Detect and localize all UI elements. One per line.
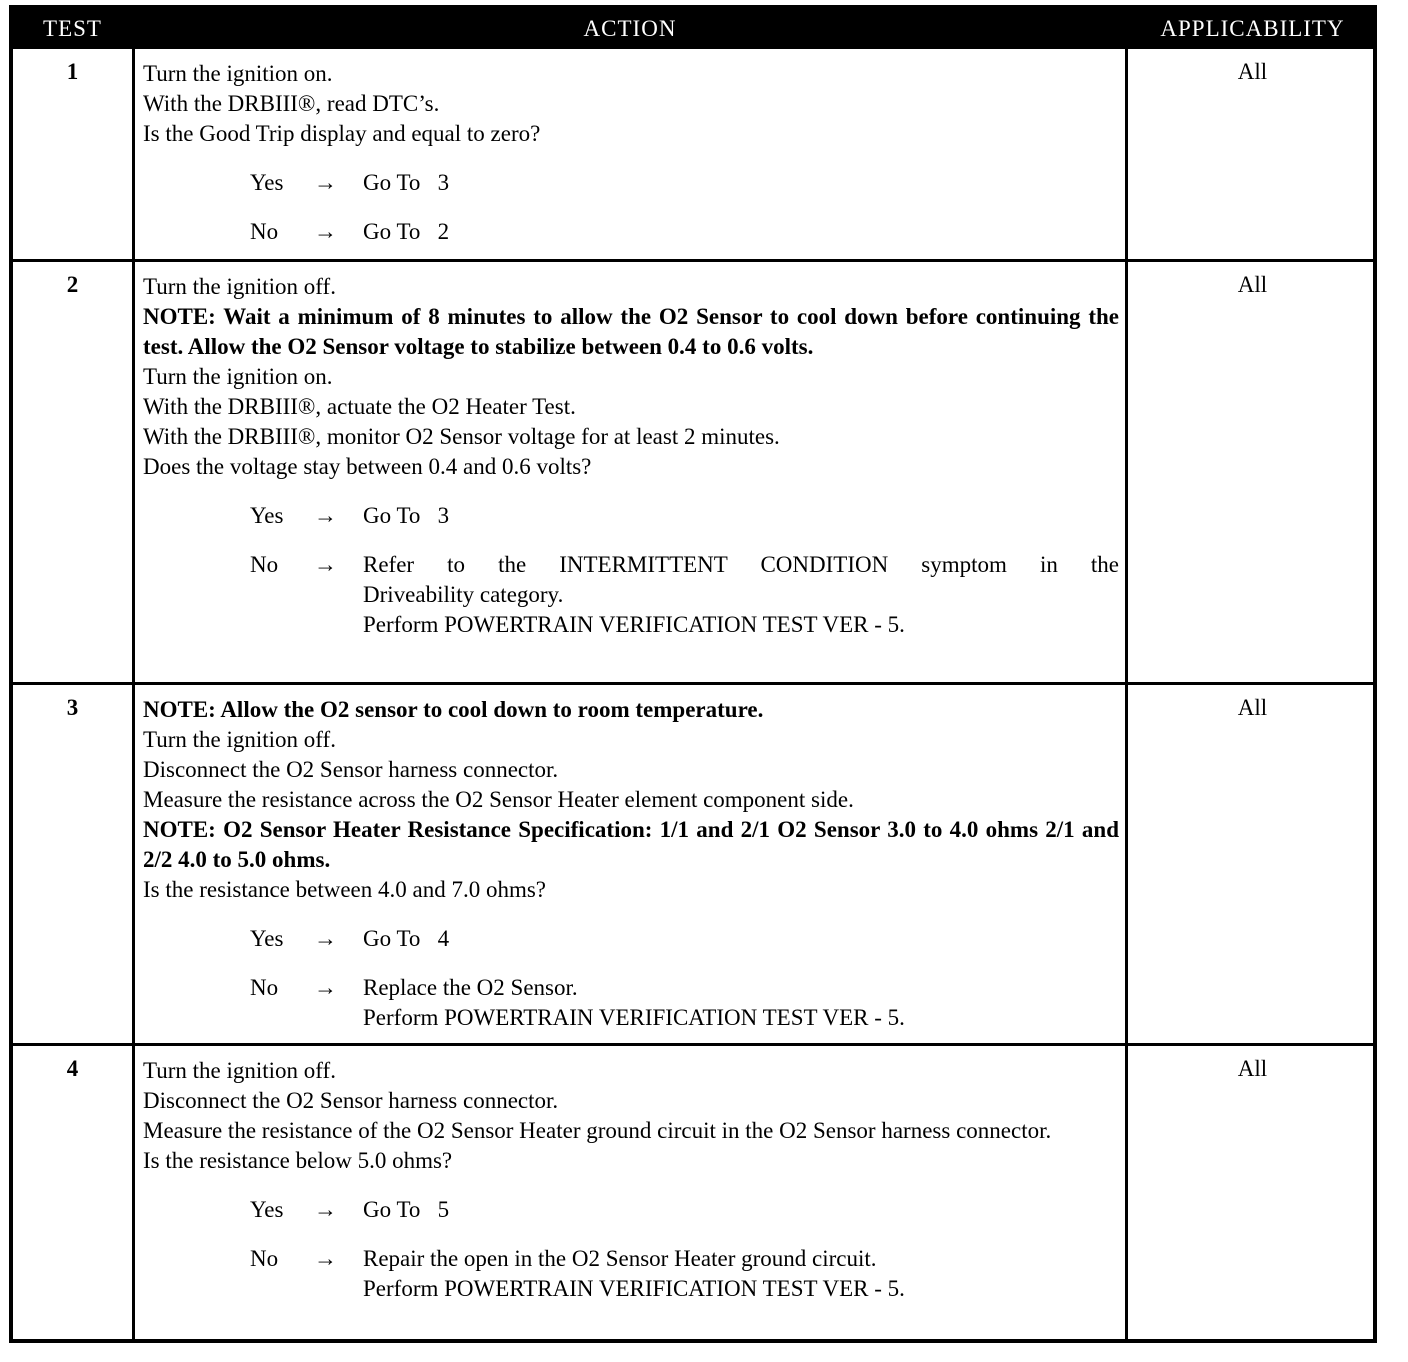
- no-result-line: Repair the open in the O2 Sensor Heater ground circuit.: [363, 1246, 877, 1271]
- action-line: With the DRBIII®, actuate the O2 Heater Test.: [143, 394, 576, 419]
- no-result-line: Driveability category.: [363, 582, 564, 607]
- action-line: Turn the ignition on.: [143, 364, 333, 389]
- action-line: Turn the ignition off.: [143, 274, 336, 299]
- action-cell: [143, 272, 1119, 640]
- note-text: NOTE: Allow the O2 sensor to cool down to room temperature.: [143, 697, 764, 722]
- no-result-line: Perform POWERTRAIN VERIFICATION TEST VER - 5.: [363, 612, 905, 637]
- action-line: Does the voltage stay between 0.4 and 0.6 volts?: [143, 454, 592, 479]
- no-result: [363, 550, 1119, 640]
- table-row: [13, 1043, 1373, 1339]
- note-text: NOTE: O2 Sensor Heater Resistance Specification: 1/1 and 2/1 O2 Sensor 3.0 to 4.0 ohms 2/1 and 2/2 4.0 to 5.0 ohms.: [143, 817, 1119, 872]
- test-number: 3: [66, 695, 79, 720]
- applicability-value: All: [1237, 695, 1268, 720]
- action-line: Disconnect the O2 Sensor harness connector.: [143, 1088, 559, 1113]
- action-cell: [143, 59, 1119, 247]
- action-line: Turn the ignition off.: [143, 1058, 336, 1083]
- no-result: [363, 973, 1119, 1033]
- header-applicability: APPLICABILITY: [1160, 16, 1345, 41]
- no-result-line: Perform POWERTRAIN VERIFICATION TEST VER - 5.: [363, 1276, 905, 1301]
- no-label: No: [250, 219, 279, 244]
- header-action: ACTION: [583, 16, 677, 41]
- arrow-right-icon: →: [314, 1197, 337, 1222]
- table-row: [13, 49, 1373, 259]
- yes-result: Go To 3: [363, 170, 450, 195]
- yes-result: Go To 5: [363, 1197, 450, 1222]
- note-text: NOTE: Wait a minimum of 8 minutes to allow the O2 Sensor to cool down before continuing the test. Allow the O2 Sensor voltage to stabilize between 0.4 to 0.6 volts.: [143, 304, 1119, 359]
- action-cell: [143, 695, 1119, 1033]
- arrow-right-icon: →: [314, 219, 337, 244]
- action-line: Turn the ignition on.: [143, 61, 333, 86]
- yes-result: Go To 4: [363, 926, 450, 951]
- action-line: Is the resistance below 5.0 ohms?: [143, 1148, 453, 1173]
- yes-answer: [143, 924, 1119, 954]
- no-answer: [143, 973, 1119, 1033]
- yes-answer: [143, 168, 1119, 198]
- applicability-value: All: [1237, 59, 1268, 84]
- arrow-right-icon: →: [314, 170, 337, 195]
- no-result: Go To 2: [363, 219, 450, 244]
- action-line: Measure the resistance of the O2 Sensor Heater ground circuit in the O2 Sensor harness connector.: [143, 1118, 1052, 1143]
- action-line: Is the Good Trip display and equal to zero?: [143, 121, 541, 146]
- test-number: 4: [66, 1056, 79, 1081]
- yes-label: Yes: [250, 170, 284, 195]
- arrow-right-icon: →: [314, 926, 337, 951]
- table-header: [13, 9, 1373, 49]
- test-number: 1: [66, 59, 79, 84]
- no-result-line: Refer to the INTERMITTENT CONDITION symptom in the: [363, 552, 1119, 577]
- action-line: With the DRBIII®, monitor O2 Sensor voltage for at least 2 minutes.: [143, 424, 780, 449]
- action-line: With the DRBIII®, read DTC’s.: [143, 91, 440, 116]
- table-row: [13, 682, 1373, 1043]
- no-answer: [143, 217, 1119, 247]
- action-line: Is the resistance between 4.0 and 7.0 ohms?: [143, 877, 547, 902]
- action-line: Measure the resistance across the O2 Sensor Heater element component side.: [143, 787, 854, 812]
- no-result-line: Replace the O2 Sensor.: [363, 975, 578, 1000]
- no-answer: [143, 550, 1119, 640]
- yes-answer: [143, 1195, 1119, 1225]
- yes-label: Yes: [250, 926, 284, 951]
- no-label: No: [250, 975, 279, 1000]
- action-line: Turn the ignition off.: [143, 727, 336, 752]
- table-row: [13, 259, 1373, 682]
- yes-answer: [143, 501, 1119, 531]
- diagnostic-test-table: [9, 5, 1377, 1343]
- arrow-right-icon: →: [314, 975, 337, 1000]
- no-result: [363, 1244, 1119, 1304]
- applicability-value: All: [1237, 1056, 1268, 1081]
- arrow-right-icon: →: [314, 552, 337, 577]
- header-test: TEST: [43, 16, 102, 41]
- arrow-right-icon: →: [314, 503, 337, 528]
- action-line: Disconnect the O2 Sensor harness connector.: [143, 757, 559, 782]
- yes-result: Go To 3: [363, 503, 450, 528]
- yes-label: Yes: [250, 1197, 284, 1222]
- action-cell: [143, 1056, 1119, 1304]
- no-result-line: Perform POWERTRAIN VERIFICATION TEST VER - 5.: [363, 1005, 905, 1030]
- no-label: No: [250, 552, 279, 577]
- no-label: No: [250, 1246, 279, 1271]
- arrow-right-icon: →: [314, 1246, 337, 1271]
- no-answer: [143, 1244, 1119, 1304]
- applicability-value: All: [1237, 272, 1268, 297]
- test-number: 2: [66, 272, 79, 297]
- yes-label: Yes: [250, 503, 284, 528]
